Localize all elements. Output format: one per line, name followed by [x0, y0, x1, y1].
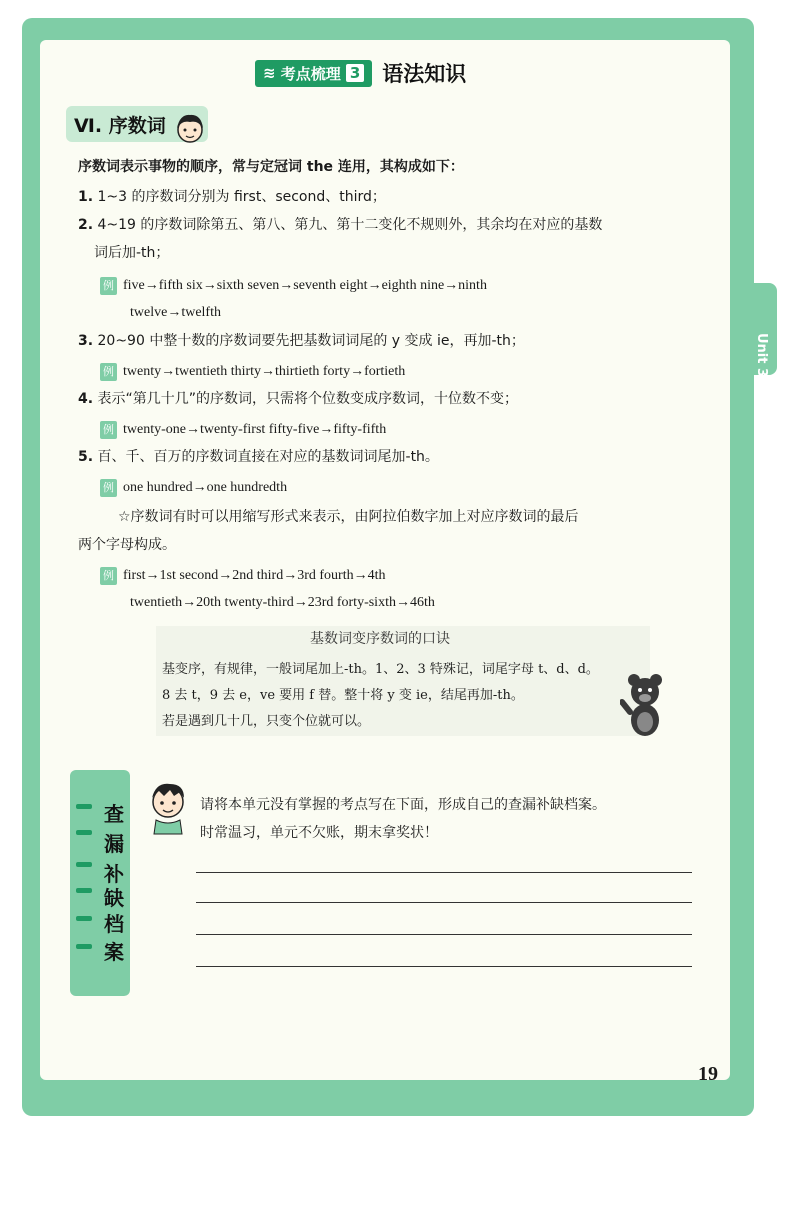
header-badge [255, 60, 372, 87]
example-abbr-cont: twentieth→20th twenty-third→23rd forty-sixth→46th [130, 595, 435, 610]
side-char: 档 [104, 912, 124, 936]
dash-icon [76, 888, 92, 893]
cartoon-boy-icon [144, 776, 192, 836]
example-rule-3 [100, 362, 405, 381]
example-text: twenty→twentieth thirty→thirtieth forty→fortieth [123, 364, 406, 379]
rule-text: 20~90 中整十数的序数词要先把基数词词尾的 y 变成 ie，再加-th； [97, 333, 525, 349]
rhyme-line: 8 去 t，9 去 e，ve 要用 f 替。整十将 y 变 ie，结尾再加-th。 [162, 688, 524, 703]
review-motto: 时常温习，单元不欠账，期末拿奖状！ [200, 825, 438, 841]
rule-number: 1. [78, 189, 94, 205]
page-header [255, 58, 466, 88]
dash-icon [76, 916, 92, 921]
rhyme-title: 基数词变序数词的口诀 [310, 631, 450, 647]
page-title: 语法知识 [382, 62, 467, 86]
rhyme-line: 基变序，有规律，一般词尾加上-th。1、2、3 特殊记，词尾字母 t、d、d。 [162, 662, 599, 677]
example-rule-2 [100, 276, 487, 295]
writing-line[interactable] [196, 966, 692, 967]
unit-tab-label: Unit 3 [754, 332, 769, 378]
cartoon-girl-icon [170, 108, 210, 148]
example-icon: 例 [100, 277, 117, 295]
review-instruction: 请将本单元没有掌握的考点写在下面，形成自己的查漏补缺档案。 [200, 797, 606, 813]
example-text: one hundred→one hundredth [123, 480, 288, 495]
rule-text: 1~3 的序数词分别为 first、second、third； [97, 189, 386, 205]
dash-icon [76, 804, 92, 809]
example-icon: 例 [100, 479, 117, 497]
example-text: first→1st second→2nd third→3rd fourth→4th [123, 568, 386, 583]
example-rule-2-cont: twelve→twelfth [130, 305, 221, 320]
side-char: 案 [104, 940, 124, 964]
abbr-note: ☆序数词有时可以用缩写形式来表示，由阿拉伯数字加上对应序数词的最后 [118, 509, 579, 525]
side-char: 补 [104, 862, 124, 886]
example-abbr [100, 566, 385, 585]
bear-mascot-icon [620, 672, 670, 740]
wave-icon: ≋ [263, 64, 281, 82]
dash-icon [76, 944, 92, 949]
abbr-note-cont: 两个字母构成。 [78, 537, 176, 553]
side-char: 漏 [104, 832, 124, 856]
rule-4 [78, 390, 518, 408]
section-title: Ⅵ. 序数词 [74, 114, 166, 137]
rule-number: 4. [78, 391, 94, 407]
page-number: 19 [698, 1063, 718, 1085]
rule-text: 表示“第几十几”的序数词，只需将个位数变成序数词，十位数不变； [97, 391, 519, 407]
example-text: twenty-one→twenty-first fifty-five→fifty-fifth [123, 422, 387, 437]
rule-3 [78, 332, 525, 350]
writing-line[interactable] [196, 934, 692, 935]
writing-line[interactable] [196, 872, 692, 873]
rule-text: 百、千、百万的序数词直接在对应的基数词词尾加-th。 [97, 449, 439, 465]
intro-text: 序数词表示事物的顺序，常与定冠词 the 连用，其构成如下： [78, 159, 464, 175]
example-icon: 例 [100, 363, 117, 381]
rule-number: 2. [78, 217, 94, 233]
rule-2 [78, 216, 602, 234]
rule-1 [78, 188, 386, 206]
writing-line[interactable] [196, 902, 692, 903]
rhyme-box [70, 618, 690, 738]
badge-label: 考点梳理 [280, 64, 341, 83]
side-char: 查 [104, 802, 124, 826]
example-text: five→fifth six→sixth seven→seventh eight→eighth nine→ninth [123, 278, 487, 293]
rule-text: 4~19 的序数词除第五、第八、第九、第十二变化不规则外，其余均在对应的基数 [97, 217, 603, 233]
rule-number: 5. [78, 449, 94, 465]
rhyme-line: 若是遇到几十几，只变个位就可以。 [162, 714, 371, 729]
example-rule-5 [100, 478, 287, 497]
example-rule-4 [100, 420, 386, 439]
dash-icon [76, 830, 92, 835]
rule-2-cont: 词后加-th； [94, 245, 170, 261]
unit-tab[interactable] [737, 283, 777, 378]
example-icon: 例 [100, 421, 117, 439]
badge-number: 3 [346, 64, 364, 82]
rule-5 [78, 448, 439, 466]
rule-number: 3. [78, 333, 94, 349]
dash-icon [76, 862, 92, 867]
side-char: 缺 [104, 886, 124, 910]
example-icon: 例 [100, 567, 117, 585]
